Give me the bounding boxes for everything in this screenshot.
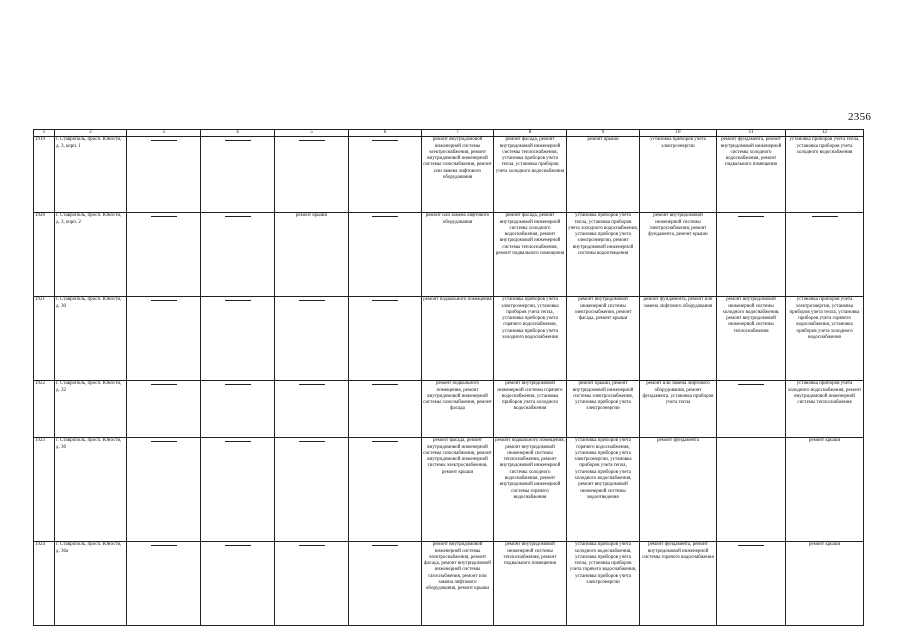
column-header: 3	[127, 130, 201, 137]
row-number-cell: 1919	[34, 137, 55, 213]
work-type-cell: ремонт фундамента, ремонт внутридомовой инженерной системы холодного водоснабжения, ремонт подвального помещения	[717, 137, 786, 213]
empty-dash-cell	[349, 381, 422, 438]
dash-mark	[738, 545, 764, 546]
dash-mark	[812, 216, 838, 217]
work-type-cell: ремонт внутридомовой инженерной системы теплоснабжения, ремонт подвального помещения	[494, 542, 567, 626]
row-number-cell: 1920	[34, 213, 55, 297]
empty-dash-cell	[349, 213, 422, 297]
table-row	[34, 542, 864, 626]
work-type-cell: ремонт фундамента, ремонт внутридомовой инженерной системы горячего водоснабжения	[640, 542, 717, 626]
dash-mark	[151, 216, 177, 217]
empty-dash-cell	[201, 213, 275, 297]
column-header: 10	[640, 130, 717, 137]
empty-dash-cell	[717, 542, 786, 626]
row-number-cell: 1924	[34, 542, 55, 626]
dash-mark	[738, 216, 764, 217]
empty-dash-cell	[127, 542, 201, 626]
dash-mark	[225, 300, 251, 301]
column-header: 9	[567, 130, 640, 137]
column-header: 2	[55, 130, 127, 137]
work-type-cell: ремонт или замена лифтового оборудования	[422, 213, 494, 297]
dash-mark	[225, 384, 251, 385]
column-header: 1	[34, 130, 55, 137]
column-header: 5	[275, 130, 349, 137]
work-type-cell: ремонт внутридомовой инженерной системы электроснабжения, ремонт фасада, ремонт внутридомовой инженерной системы газоснабжения, ремонт или замена лифтового оборудования, ремонт крыши	[422, 542, 494, 626]
dash-mark	[151, 384, 177, 385]
table-row	[34, 213, 864, 297]
dash-mark	[299, 140, 325, 141]
column-header: 11	[717, 130, 786, 137]
empty-dash-cell	[127, 137, 201, 213]
empty-dash-cell	[275, 297, 349, 381]
dash-mark	[372, 140, 398, 141]
work-type-cell: ремонт крыши	[786, 542, 864, 626]
dash-mark	[299, 441, 325, 442]
empty-dash-cell	[275, 381, 349, 438]
dash-mark	[151, 300, 177, 301]
dash-mark	[372, 300, 398, 301]
address-cell: г. Ставрополь, просп. Юности, д. 36	[55, 438, 127, 542]
work-type-cell: установка приборов учета холодного водоснабжения, установка приборов учета тепла, установка приборов учета горячего водоснабжения, установка приборов учета электроэнергии	[567, 542, 640, 626]
table-row	[34, 438, 864, 542]
work-type-cell: ремонт подвального помещения, ремонт внутридомовой инженерной системы газоснабжения, ремонт фасада	[422, 381, 494, 438]
work-type-cell: установка приборов учета горячего водоснабжения, установка приборов учета электроэнергии, установка приборов учета тепла, установка приборов учета холодного водоснабжения, ремонт внутридомовой инженерной системы водоотведения	[567, 438, 640, 542]
dash-mark	[225, 441, 251, 442]
work-type-cell: ремонт фундамента	[640, 438, 717, 542]
empty-dash-cell	[201, 438, 275, 542]
empty-dash-cell	[201, 297, 275, 381]
work-type-cell: ремонт внутридомовой инженерной системы электроснабжения, ремонт фундамента, ремонт крыши	[640, 213, 717, 297]
work-type-cell: установка приборов учета электроэнергии, установка приборов учета тепла, установка приборов учета горячего водоснабжения, установка приборов учета холодного водоснабжения	[786, 297, 864, 381]
work-type-cell: установка приборов учета тепла, установка приборов учета холодного водоснабжения	[786, 137, 864, 213]
dash-mark	[738, 384, 764, 385]
row-number-cell: 1921	[34, 297, 55, 381]
empty-dash-cell	[349, 438, 422, 542]
work-type-cell: ремонт фасада, ремонт внутридомовой инженерной системы газоснабжения, ремонт внутридомовой инженерной системы электроснабжения, ремонт крыши	[422, 438, 494, 542]
empty-dash-cell	[275, 137, 349, 213]
work-type-cell: ремонт внутридомовой инженерной системы холодного водоснабжения, ремонт внутридомовой инженерной системы теплоснабжения	[717, 297, 786, 381]
work-type-cell: установка приборов учета холодного водоснабжения, ремонт внутридомовой инженерной системы теплоснабжения	[786, 381, 864, 438]
empty-dash-cell	[349, 297, 422, 381]
empty-dash-cell	[275, 542, 349, 626]
header-row	[34, 130, 864, 137]
empty-dash-cell	[127, 297, 201, 381]
empty-dash-cell	[127, 381, 201, 438]
dash-mark	[372, 441, 398, 442]
row-number-cell: 1922	[34, 381, 55, 438]
page-number: 2356	[848, 111, 872, 123]
work-type-cell: ремонт или замена лифтового оборудования, ремонт фундамента, установка приборов учета тепла	[640, 381, 717, 438]
address-cell: г. Ставрополь, просп. Юности, д. 32	[55, 381, 127, 438]
work-type-cell: ремонт крыши, ремонт внутридомовой инженерной системы электроснабжения, установка приборов учета электроэнергии	[567, 381, 640, 438]
dash-mark	[225, 545, 251, 546]
dash-mark	[151, 545, 177, 546]
work-type-cell: ремонт крыши	[275, 213, 349, 297]
address-cell: г. Ставрополь, просп. Юности, д. 3, корп. 1	[55, 137, 127, 213]
work-type-cell: ремонт фундамента, ремонт или замена лифтового оборудования	[640, 297, 717, 381]
column-header: 12	[786, 130, 864, 137]
dash-mark	[299, 545, 325, 546]
address-cell: г. Ставрополь, просп. Юности, д. 3, корп. 2	[55, 213, 127, 297]
table-row	[34, 137, 864, 213]
dash-mark	[372, 545, 398, 546]
work-type-cell: ремонт внутридомовой инженерной системы горячего водоснабжения, установка приборов учета холодного водоснабжения	[494, 381, 567, 438]
row-number-cell: 1923	[34, 438, 55, 542]
empty-dash-cell	[275, 438, 349, 542]
work-type-cell: ремонт крыши	[567, 137, 640, 213]
dash-mark	[225, 140, 251, 141]
work-type-cell: установка приборов учета электроэнергии	[640, 137, 717, 213]
dash-mark	[372, 384, 398, 385]
empty-dash-cell	[717, 381, 786, 438]
dash-mark	[299, 384, 325, 385]
empty-dash-cell	[201, 381, 275, 438]
empty-dash-cell	[786, 213, 864, 297]
table-row	[34, 297, 864, 381]
column-header: 4	[201, 130, 275, 137]
repair-plan-table	[33, 129, 864, 626]
column-header: 7	[422, 130, 494, 137]
address-cell: г. Ставрополь, просп. Юности, д. 36а	[55, 542, 127, 626]
empty-dash-cell	[201, 542, 275, 626]
work-type-cell	[717, 438, 786, 542]
work-type-cell: ремонт подвального помещения, ремонт внутридомовой инженерной системы теплоснабжения, ремонт внутридомовой инженерной системы холодного водоснабжения, ремонт внутридомовой инженерной системы горячего водоснабжения	[494, 438, 567, 542]
dash-mark	[372, 216, 398, 217]
work-type-cell: ремонт подвального помещения	[422, 297, 494, 381]
empty-dash-cell	[349, 542, 422, 626]
work-type-cell: ремонт крыши	[786, 438, 864, 542]
dash-mark	[225, 216, 251, 217]
table-body	[34, 137, 864, 626]
empty-dash-cell	[201, 137, 275, 213]
dash-mark	[299, 300, 325, 301]
work-type-cell: ремонт внутридомовой инженерной системы электроснабжения, ремонт внутридомовой инженерной системы газоснабжения, ремонт или замена лифтового оборудования	[422, 137, 494, 213]
column-header: 6	[349, 130, 422, 137]
empty-dash-cell	[717, 213, 786, 297]
work-type-cell: установка приборов учета тепла, установка приборов учета холодного водоснабжения, установка приборов учета электроэнергии, ремонт внутридомовой инженерной системы водоотведения	[567, 213, 640, 297]
empty-dash-cell	[349, 137, 422, 213]
table-row	[34, 381, 864, 438]
work-type-cell: установка приборов учета электроэнергии, установка приборов учета тепла, установка приборов учета горячего водоснабжения, установка приборов учета холодного водоснабжения	[494, 297, 567, 381]
empty-dash-cell	[127, 213, 201, 297]
empty-dash-cell	[127, 438, 201, 542]
work-type-cell: ремонт фасада, ремонт внутридомовой инженерной системы холодного водоснабжения, ремонт внутридомовой инженерной системы теплоснабжения, ремонт подвального помещения	[494, 213, 567, 297]
column-header: 8	[494, 130, 567, 137]
address-cell: г. Ставрополь, просп. Юности, д. 30	[55, 297, 127, 381]
work-type-cell: ремонт фасада, ремонт внутридомовой инженерной системы теплоснабжения, установка приборов учета тепла, установка приборов учета холодного водоснабжения	[494, 137, 567, 213]
dash-mark	[151, 140, 177, 141]
dash-mark	[151, 441, 177, 442]
work-type-cell: ремонт внутридомовой инженерной системы электроснабжения, ремонт фасада, ремонт крыши	[567, 297, 640, 381]
